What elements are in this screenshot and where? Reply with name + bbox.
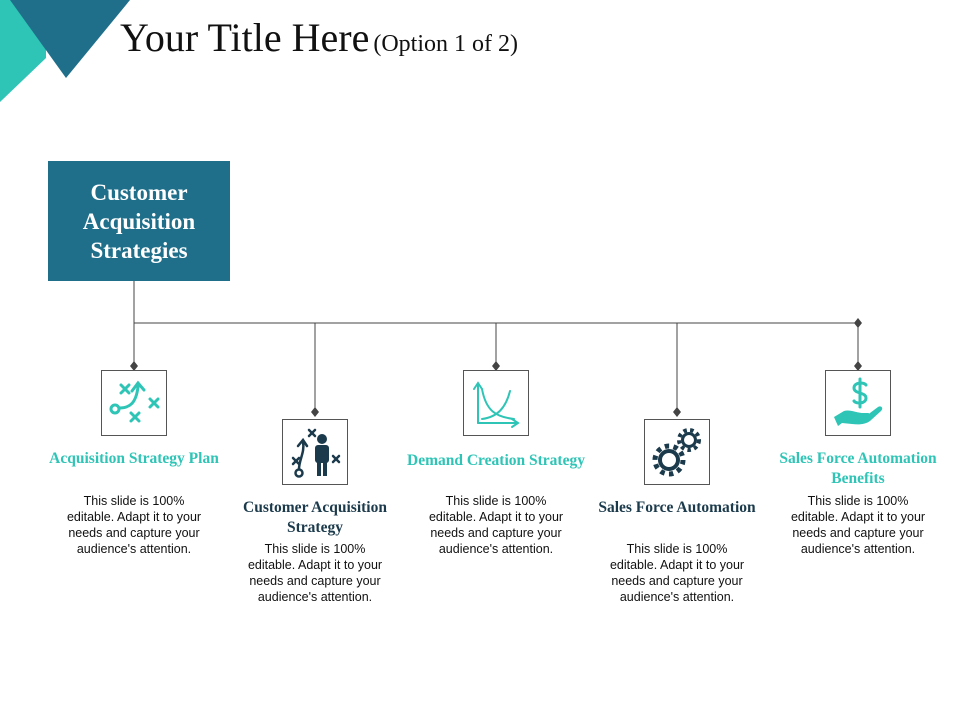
item-4-title: Sales Force Automation (598, 499, 756, 516)
item-2-icon-box (282, 419, 348, 485)
item-1-title: Acquisition Strategy Plan (49, 450, 219, 467)
item-1-icon-box (101, 370, 167, 436)
title-subtitle: (Option 1 of 2) (373, 31, 518, 57)
dollar-hand-icon (830, 375, 886, 431)
root-label: Customer Acquisition Strategies (82, 179, 196, 263)
item-5-description: This slide is 100% editable. Adapt it to your needs and capture your audience's attention. (790, 494, 926, 556)
title-main: Your Title Here (120, 15, 370, 60)
item-4-icon-box (644, 419, 710, 485)
item-5-icon-box (825, 370, 891, 436)
item-5-title: Sales Force Automation Benefits (779, 450, 937, 487)
person-strategy-icon (287, 424, 343, 480)
item-1-description: This slide is 100% editable. Adapt it to your needs and capture your audience's attention. (66, 494, 202, 556)
item-3-description: This slide is 100% editable. Adapt it to your needs and capture your audience's attention. (428, 494, 564, 556)
strategy-plan-icon (106, 375, 162, 431)
item-2-title: Customer Acquisition Strategy (243, 499, 387, 536)
gears-icon (649, 424, 705, 480)
item-3-title: Demand Creation Strategy (407, 452, 585, 469)
root-node (48, 161, 230, 281)
item-3-icon-box (463, 370, 529, 436)
demand-curve-icon (468, 375, 524, 431)
item-2-description: This slide is 100% editable. Adapt it to your needs and capture your audience's attention. (247, 542, 383, 604)
item-4-description: This slide is 100% editable. Adapt it to your needs and capture your audience's attention. (609, 542, 745, 604)
